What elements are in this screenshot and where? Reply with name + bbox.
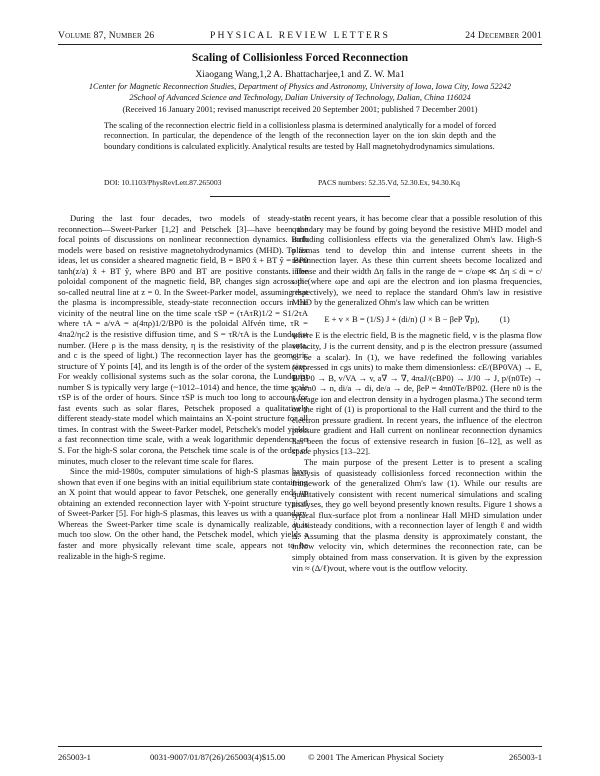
issue-date: 24 December 2001	[465, 30, 542, 41]
header-rule	[58, 44, 542, 45]
paragraph: The main purpose of the present Letter is to present a scaling analysis of quasisteady collisionless forced reconnection within the framework of the generalized Ohm's law (1). While our results are qualitatively consistent with recent numerical simulations and scaling analyses, they go well beyond presently known results. Figure 1 shows a typical flux-surface plot from a nonlinear Hall MHD simulation under quasisteady conditions, with a reconnection layer of length ℓ and width Δ. Assuming that the plasma density is approximately constant, the inflow velocity vin, which determines the reconnection rate, can be simply obtained from mass conservation. It is given by the expression vin ≈ (Δ/ℓ)vout, where vout is the outflow velocity.	[292, 457, 542, 573]
journal-name: PHYSICAL REVIEW LETTERS	[209, 30, 391, 41]
paragraph: Since the mid-1980s, computer simulations of high-S plasmas have shown that even if one begins with an initial equilibrium state containing an X point that would appear to favor Petschek, one generally ends up obtaining an extended reconnection layer with Y-point structure typical of Sweet-Parker [5]. For high-S plasmas, this leaves us with a quandary. Whereas the Sweet-Parker time scale is dynamically realizable, it is much too slow. On the other hand, the Petschek model, which yields a faster and more physically relevant time scale, appears not to be realizable in the high-S regime.	[58, 466, 308, 561]
equation-number: (1)	[499, 313, 510, 324]
paragraph: In recent years, it has become clear that a possible resolution of this quandary may be found by going beyond the resistive MHD model and including collisionless effects via the generalized Ohm's law. High-S plasmas tend to develop thin and intense current sheets in the reconnection layer. As these thin current sheets become localized and intense and their width Δη falls in the range de = c/ωpe ≪ Δη ≤ di = c/ωpi (where ωpe and ωpi are the electron and ion plasma frequencies, respectively), we need to replace the standard Ohm's law in resistive MHD by the generalized Ohm's law which can be written	[292, 213, 542, 308]
author-list: Xiaogang Wang,1,2 A. Bhattacharjee,1 and Z. W. Ma1	[195, 69, 405, 80]
equation-body: E + v × B = (1/S) J + (di/n) (J × B − βeP ∇p),	[324, 313, 480, 324]
page-number-left: 265003-1	[58, 752, 91, 762]
page-number-right: 265003-1	[509, 752, 542, 762]
page-footer	[58, 752, 542, 764]
affiliation-2: 2School of Advanced Science and Technology, Dalian University of Technology, Dalian, China 116024	[129, 93, 471, 102]
footer-rule	[58, 746, 542, 747]
copyright: © 2001 The American Physical Society	[308, 752, 444, 762]
paper-title: Scaling of Collisionless Forced Reconnection	[191, 52, 409, 64]
paragraph: where E is the electric field, B is the magnetic field, v is the plasma flow velocity, J is the current density, and p is the electron pressure (assumed to be a scalar). In (1), we have redefined the following variables (expressed in cgs units) to make them dimensionless: cE/(BP0VA) → E, B/BP0 → B, v/VA → v, a∇ → ∇, 4πaJ/(cBP0) → J/J0 → J, p/(n0Te) → p, n/n0 → n, di/a → di, de/a → de, βeP = 4πn0Te/BP02. (Here n0 is the average ion and electron density in a hydrogen plasma.) The second term on the right of (1) is proportional to the Hall current and the third to the electron pressure gradient. In recent years, the influence of the electron pressure gradient and Hall current on nonlinear reconnection dynamics has been the focus of extensive research in fusion [6–12], as well as space physics [13–22].	[292, 330, 542, 457]
affiliation-1: 1Center for Magnetic Reconnection Studies, Department of Physics and Astronomy, University of Iowa, Iowa City, Iowa 52242	[88, 82, 512, 91]
pacs-numbers: PACS numbers: 52.35.Vd, 52.30.Ex, 94.30.Kq	[318, 178, 460, 187]
paragraph: During the last four decades, two models of steady-state reconnection—Sweet-Parker [1,2] and Petschek [3]—have been the focal points of discussions on nonlinear reconnection dynamics. Both models were based on resistive magnetohydrodynamics (MHD). To fix ideas, let us consider a sheared magnetic field, B = BP0 x̂ + BT ŷ = BP0 tanh(z/a) x̂ + BT ŷ, where BP0 and BT are positive constants. The poloidal component of the magnetic field, BP, changes sign across the so-called neutral line at z = 0. In the Sweet-Parker model, assuming that the plasma is incompressible, steady-state reconnection occurs in the vicinity of the neutral line on the time scale τSP = (τAτR)1/2 = S1/2τA where τA = a/vA = a(4πρ)1/2/BP0 is the poloidal Alfvén time, τR = 4πa2/ηc2 is the resistive diffusion time, and S = τR/τA is the Lundquist number. (Here ρ is the mass density, η is the resistivity of the plasma, and c is the speed of light.) The reconnection layer has the geometric structure of Y points [4], and its length is of the order of the system size. For weakly collisional systems such as the solar corona, the Lundquist number S is typically very large (~1012–1014) and hence, the time scale τSP is of the order of hours. Since τSP is much too long to account for fast events such as solar flares, Petschek proposed a qualitatively different steady-state model which maintains an X-point structure for all times. In contrast with the Sweet-Parker model, Petschek's model yields a fast reconnection time scale, with a weak logarithmic dependence on S. For the high-S solar corona, the Petschek time scale is of the order of minutes, much closer to the relevant time scale for flares.	[58, 213, 308, 466]
article-code: 0031-9007/01/87(26)/265003(4)$15.00	[150, 752, 286, 762]
running-header	[58, 30, 542, 42]
left-column	[58, 213, 308, 561]
received-dates: (Received 16 January 2001; revised manuscript received 20 September 2001; published 7 December 2001)	[122, 105, 478, 114]
equation-1	[292, 314, 542, 325]
doi-link[interactable]: DOI: 10.1103/PhysRevLett.87.265003	[104, 178, 222, 187]
right-column	[292, 213, 542, 573]
abstract-rule	[210, 196, 390, 197]
abstract: The scaling of the reconnection electric field in a collisionless plasma is determined analytically for a model of forced reconnection. In particular, the dependence of the length of the reconnection layer on the ion skin depth and the boundary conditions is calculated explicitly. Analytical results are tested by Hall magnetohydrodynamics simulations.	[104, 121, 496, 151]
volume-label: Volume 87, Number 26	[58, 30, 155, 41]
